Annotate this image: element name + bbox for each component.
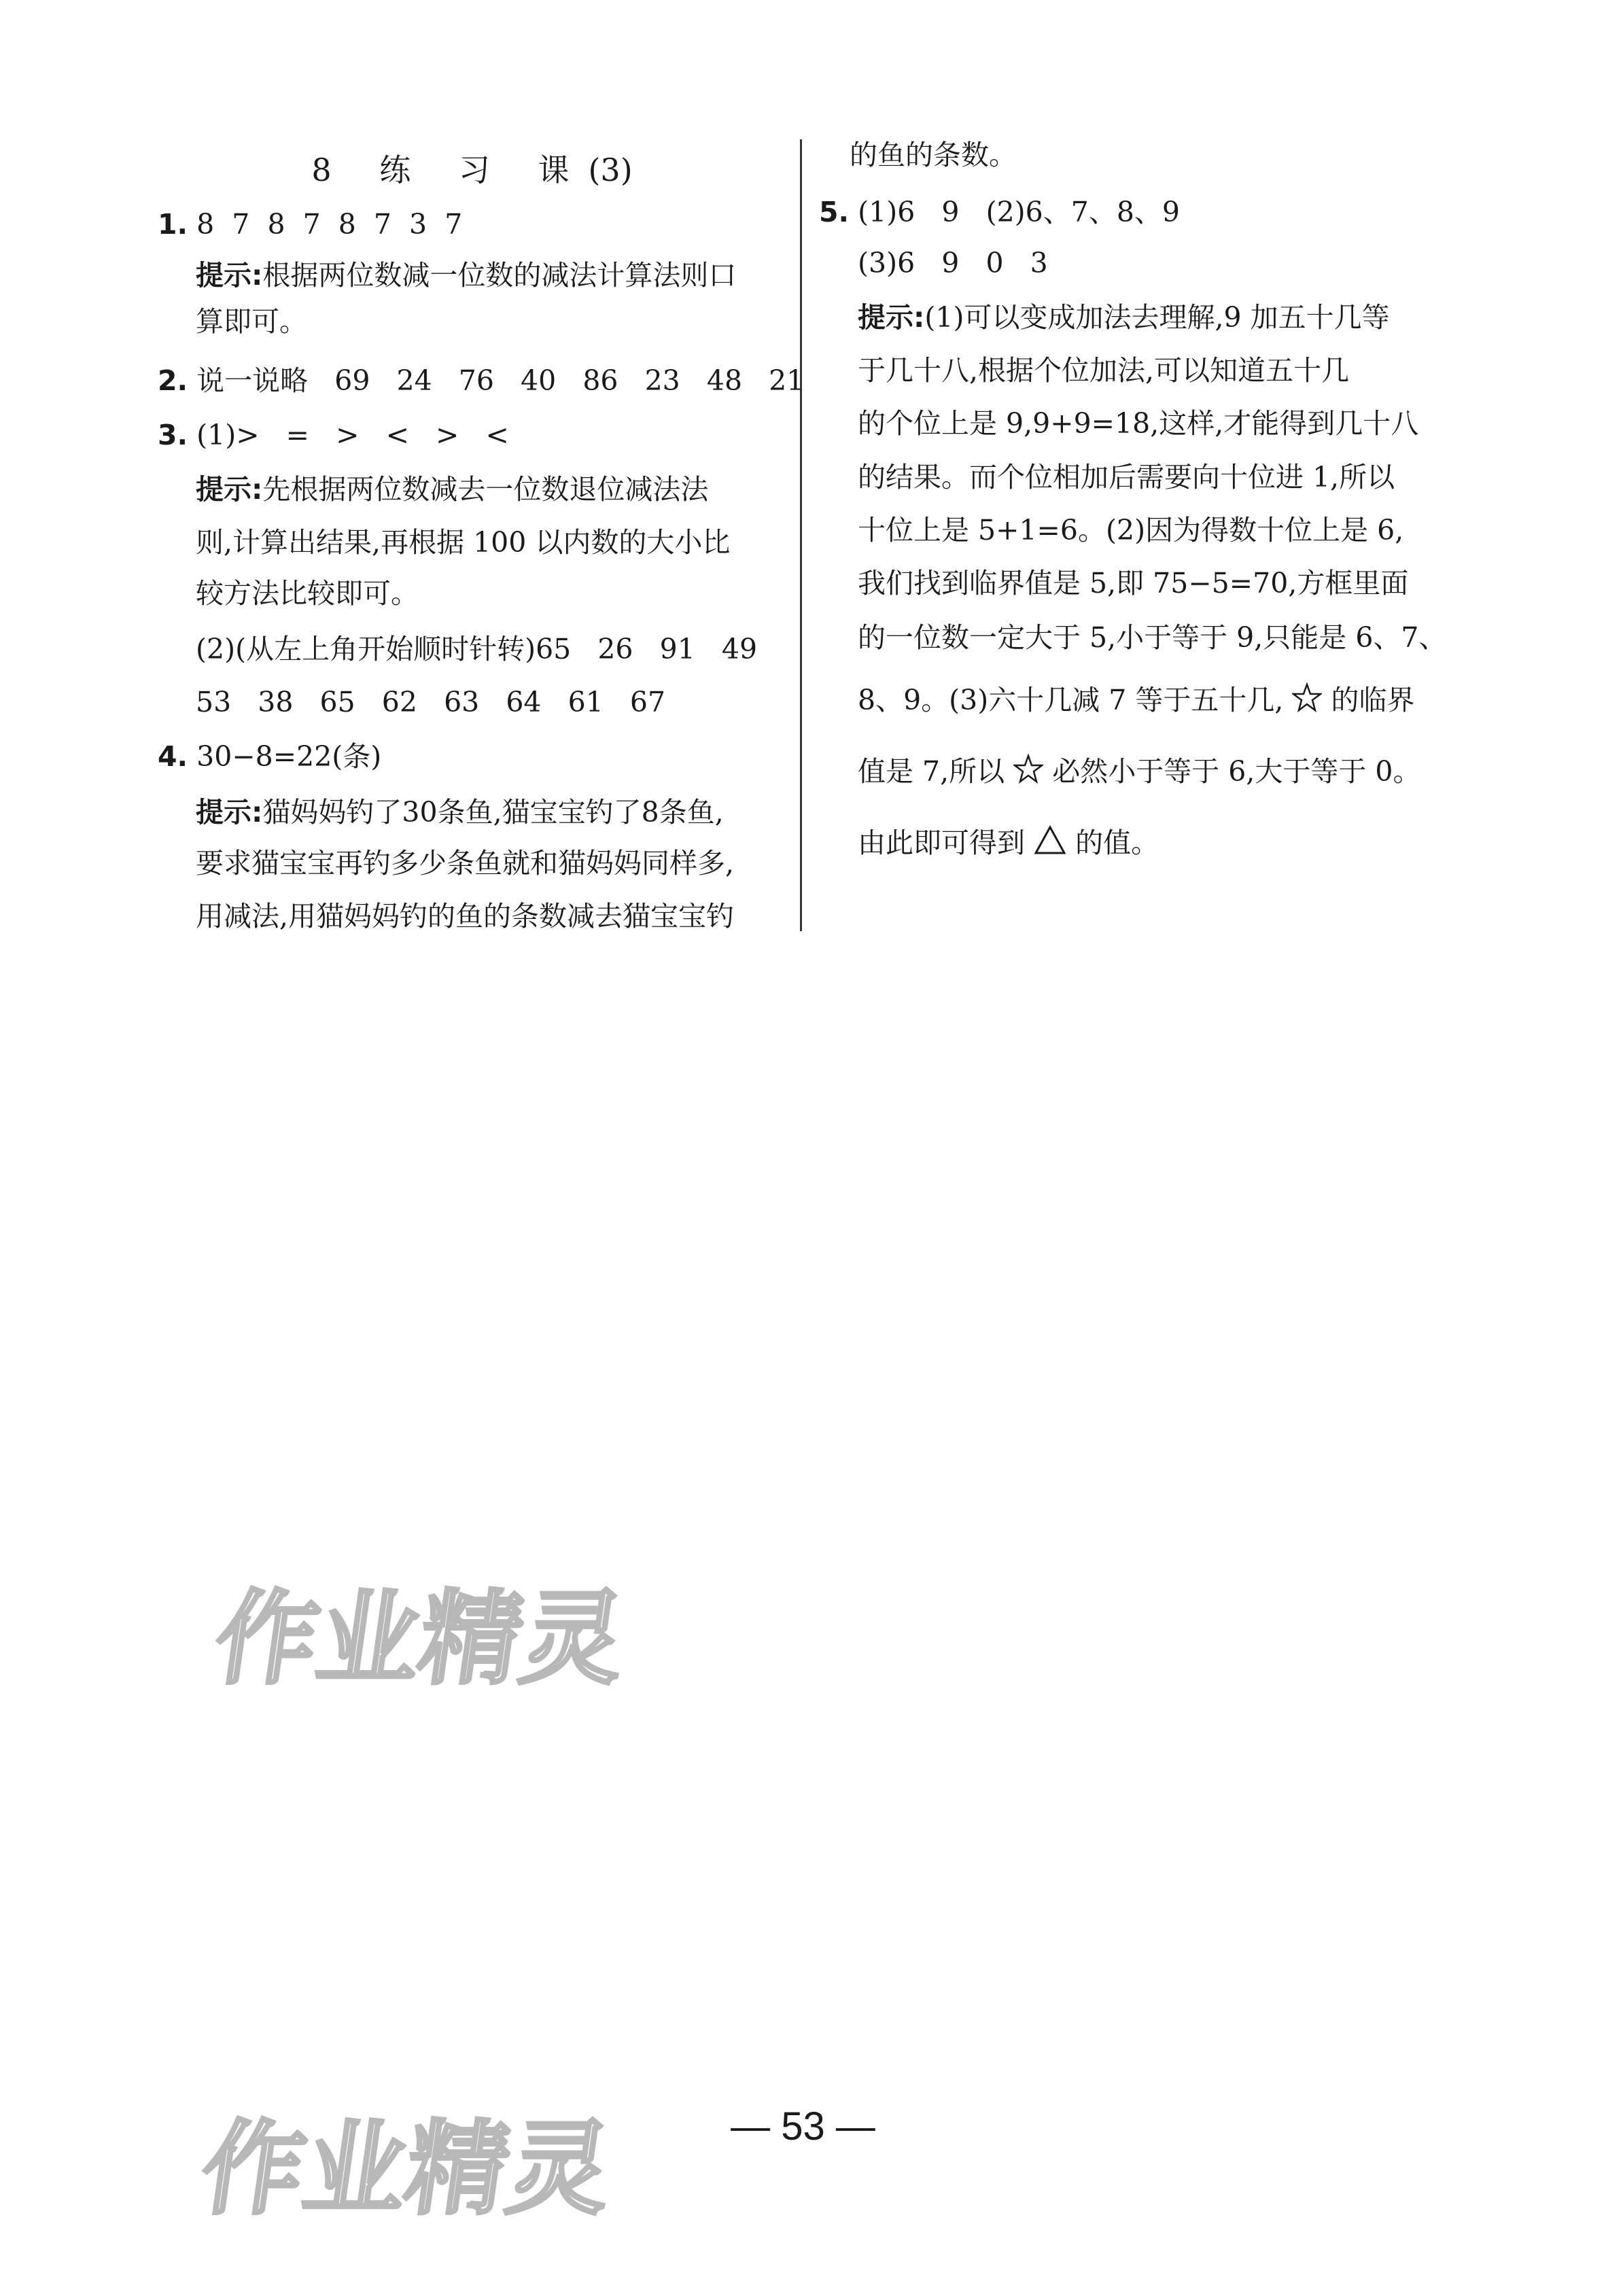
question-3-part-2-values: 53 38 65 62 63 64 61 67	[196, 686, 666, 718]
question-5: 5. (1)6 9 (2)6、7、8、9	[819, 196, 1181, 228]
question-3-hint: 提示:先根据两位数减去一位数退位减法法	[196, 473, 709, 506]
title-number: 8	[311, 152, 351, 188]
star-icon	[1013, 754, 1043, 795]
question-5-part-3: (3)6 9 0 3	[858, 247, 1048, 279]
hint-text: 的个位上是 9,9+9=18,这样,才能得到几十八	[858, 407, 1419, 440]
hint-text: 的结果。而个位相加后需要向十位进 1,所以	[858, 461, 1395, 493]
star-icon	[1292, 682, 1322, 723]
hint-text: 十位上是 5+1=6。(2)因为得数十位上是 6,	[858, 514, 1404, 546]
hint-text: 用减法,用猫妈妈钓的鱼的条数减去猫宝宝钓	[196, 900, 735, 933]
title-paren: (3)	[588, 152, 633, 188]
hint-text: 于几十八,根据个位加法,可以知道五十几	[858, 354, 1350, 387]
column-divider	[800, 139, 802, 931]
question-4-hint: 提示:猫妈妈钓了30条鱼,猫宝宝钓了8条鱼,	[196, 796, 724, 829]
question-1: 1. 8 7 8 7 8 7 3 7	[158, 208, 463, 241]
question-1-hint: 提示:根据两位数减一位数的减法计算法则口	[196, 259, 737, 292]
hint-text: 的一位数一定大于 5,小于等于 9,只能是 6、7、	[858, 621, 1447, 654]
title-text: 练 习 课	[379, 152, 589, 188]
question-3-part-2: (2)(从左上角开始顺时针转)65 26 91 49	[196, 633, 758, 665]
watermark-logo: 作业精灵	[207, 1580, 633, 1699]
hint-line-star-2: 值是 7,所以 必然小于等于 6,大于等于 0。	[858, 751, 1421, 795]
hint-text: 较方法比较即可。	[196, 577, 419, 610]
hint-text: 算即可。	[196, 305, 307, 338]
watermark-logo: 作业精灵	[194, 2110, 619, 2229]
section-title	[158, 136, 786, 204]
question-3: 3. (1)> = > < > <	[158, 419, 509, 451]
hint-text: 则,计算出结果,再根据 100 以内数的大小比	[196, 526, 731, 559]
triangle-icon	[1034, 824, 1066, 867]
continued-text: 的鱼的条数。	[850, 139, 1017, 171]
hint-line-star: 8、9。(3)六十几减 7 等于五十几, 的临界	[858, 680, 1415, 723]
page-number: — 53 —	[731, 2104, 875, 2149]
hint-text: 我们找到临界值是 5,即 75−5=70,方框里面	[858, 567, 1409, 599]
hint-line-triangle: 由此即可得到 的值。	[858, 822, 1159, 867]
question-4: 4. 30−8=22(条)	[158, 740, 382, 773]
question-2: 2. 说一说略 69 24 76 40 86 23 48 21	[158, 364, 805, 397]
question-5-hint: 提示:(1)可以变成加法去理解,9 加五十几等	[858, 301, 1390, 334]
hint-text: 要求猫宝宝再钓多少条鱼就和猫妈妈同样多,	[196, 847, 735, 880]
